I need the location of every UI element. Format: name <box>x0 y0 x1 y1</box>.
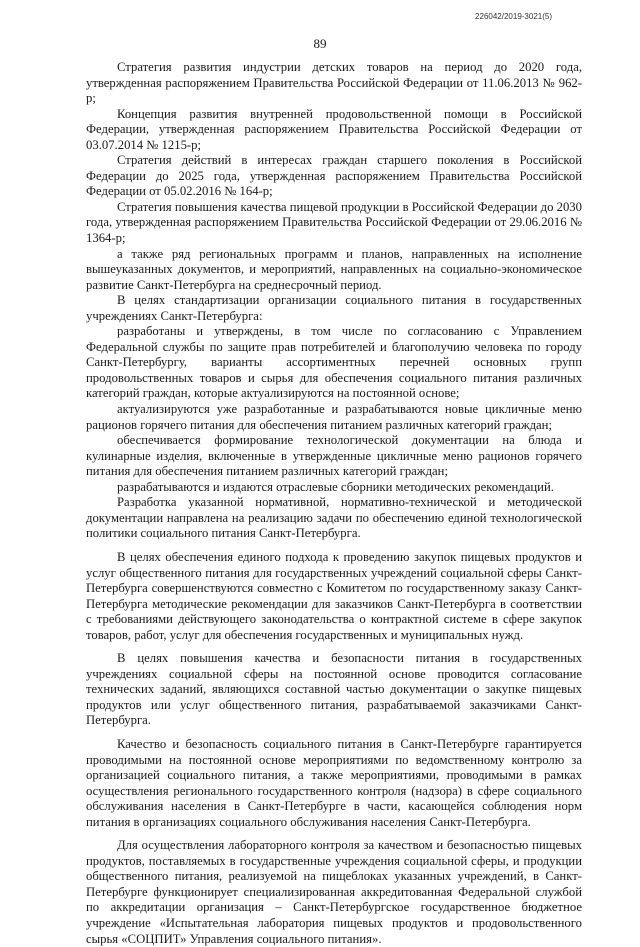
page-number: 89 <box>313 36 327 51</box>
paragraph: а также ряд региональных программ и планов, направленных на исполнение вышеуказанных документов, и мероприятий, направленных на социально-экономическое развитие Санкт-Петербурга на среднесрочный период. <box>86 246 582 292</box>
paragraph: Стратегия повышения качества пищевой продукции в Российской Федерации до 2030 года, утвержденная распоряжением Правительства Российской Федерации от 29.06.2016 № 1364-р; <box>86 199 582 246</box>
paragraph: Стратегия действий в интересах граждан старшего поколения в Российской Федерации до 2025 года, утвержденная распоряжением Правительства Российской Федерации от 05.02.2016 № 164-р; <box>86 153 582 199</box>
paragraph: В целях повышения качества и безопасности питания в государственных учреждениях социальной сферы на постоянной основе проводится согласование технических заданий, являющихся составной частью документации о закупке пищевых продуктов или услуг общественного питания, разрабатываемой заказчиками Санкт-Петербурга. <box>86 651 582 728</box>
paragraph: актуализируются уже разработанные и разрабатываются новые цикличные меню рационов горячего питания для обеспечения питанием различных категорий граждан; <box>86 402 582 432</box>
paragraph: Разработка указанной нормативной, нормативно-технической и методической документации направлена на реализацию задачи по обеспечению единой технологической политики социального питания Санкт-Петербурга. <box>86 495 582 541</box>
paragraph: разработаны и утверждены, в том числе по согласованию с Управлением Федеральной службы по защите прав потребителей и благополучию человека по городу Санкт-Петербургу, варианты ассортиментных перечней основных групп продовольственных товаров и сырья для обеспечения социального питания различных категорий граждан, которые актуализируются на постоянной основе; <box>86 324 582 401</box>
paragraph: Стратегия развития индустрии детских товаров на период до 2020 года, утвержденная распоряжением Правительства Российской Федерации от 11.06.2013 № 962-р; <box>86 60 582 106</box>
paragraph: разрабатываются и издаются отраслевые сборники методических рекомендаций. <box>117 479 554 494</box>
paragraph: В целях стандартизации организации социального питания в государственных учреждениях Санкт-Петербурга: <box>86 293 582 323</box>
paragraph: Качество и безопасность социального питания в Санкт-Петербурге гарантируется проводимыми на постоянной основе мероприятиями по ведомственному контролю за организацией социального питания, а также мероприятиями, проводимыми в рамках осуществления регионального государственного контроля (надзора) в сфере социального обслуживания населения в Санкт-Петербурге в части, касающейся соблюдения норм питания в организациях социального обслуживания населения Санкт-Петербурга. <box>86 736 582 829</box>
paragraph: Концепция развития внутренней продовольственной помощи в Российской Федерации, утвержденная распоряжением Правительства Российской Федерации от 03.07.2014 № 1215-р; <box>86 106 582 152</box>
paragraph: Для осуществления лабораторного контроля за качеством и безопасностью пищевых продуктов, поставляемых в государственные учреждения социальной сферы, и продукции общественного питания, реализуемой на пищеблоках указанных учреждений, в Санкт-Петербурге функционирует специализированная аккредитованная Федеральной службой по аккредитации организация – Санкт-Петербургское государственное бюджетное учреждение «Испытательная лаборатория пищевых продуктов и продовольственного сырья «СОЦПИТ» Управления социального питания». <box>86 838 582 946</box>
document-body <box>86 60 582 947</box>
paragraph: обеспечивается формирование технологической документации на блюда и кулинарные изделия, включенные в утвержденные цикличные меню рационов горячего питания для обеспечения питанием различных категорий граждан; <box>86 433 582 479</box>
document-id: 226042/2019-3021(5) <box>475 12 552 21</box>
paragraph: В целях обеспечения единого подхода к проведению закупок пищевых продуктов и услуг общественного питания для государственных учреждений социальной сферы Санкт-Петербурга совершенствуются совместно с Комитетом по государственному заказу Санкт-Петербурга методические рекомендации для заказчиков Санкт-Петербурга в соответствии с требованиями действующего законодательства о контрактной системе в сфере закупок товаров, работ, услуг для обеспечения государственных и муниципальных нужд. <box>86 549 582 642</box>
